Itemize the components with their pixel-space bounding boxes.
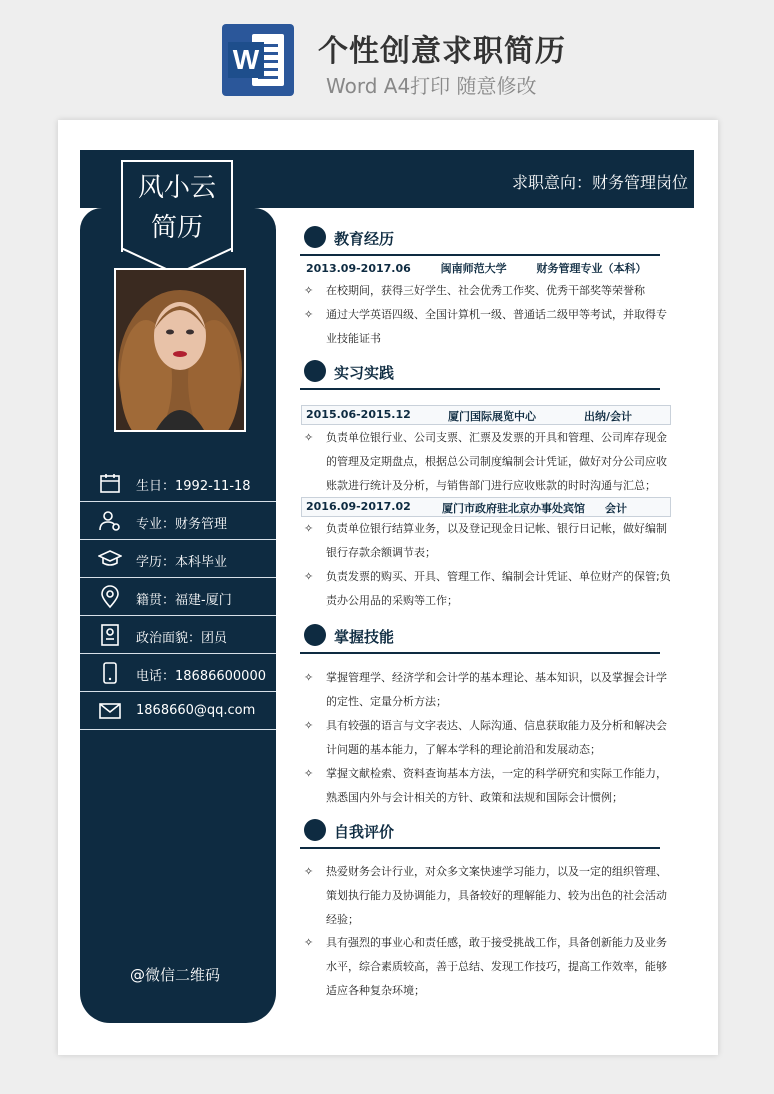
graduation-cap-icon [98,547,122,571]
profile-photo [114,268,246,432]
banner-subtitle: Word A4打印 随意修改 [326,74,537,98]
phone-icon [98,661,122,685]
banner [0,0,774,115]
info-hometown: 籍贯：福建-厦门 [80,579,276,616]
resume-name: 风小云 [137,173,216,203]
section-education: 教育经历 [300,222,660,256]
education-icon [304,226,326,248]
job-objective: 求职意向：财务管理岗位 [511,173,688,192]
section-skills: 掌握技能 [300,620,660,654]
list-item: ✧ 掌握文献检索、资料查询基本方法，一定的科学研究和实际工作能力，熟悉国内外与会计相关的方针、政策和法规和国际会计惯例； [304,767,667,804]
calendar-icon [98,471,122,495]
banner-title: 个性创意求职简历 [318,34,566,69]
mail-icon [98,699,122,723]
people-icon [304,360,326,382]
location-pin-icon [98,585,122,609]
leaf-icon [304,819,326,841]
info-email: 1868660@qq.com [80,693,276,730]
list-item: ✧ 具有较强的语言与文字表达、人际沟通、信息获取能力及分析和解决会计问题的基本能力，了解本学科的理论前沿和发展动态； [304,719,667,756]
word-icon: W [222,24,294,96]
section-self-evaluation: 自我评价 [300,815,660,849]
list-item: ✧ 热爱财务会计行业，对众多文案快速学习能力，以及一定的组织管理、策划执行能力及协调能力，具备较好的理解能力、较为出色的社会活动经验； [304,865,667,926]
education-entry: 2013.09-2017.06 闽南师范大学 财务管理专业（本科） [306,262,647,275]
list-item: ✧ 在校期间，获得三好学生、社会优秀工作奖、优秀干部奖等荣誉称 [304,284,645,297]
list-item: ✧ 具有强烈的事业心和责任感，敢于接受挑战工作，具备创新能力及业务水平，综合素质较高，善于总结、发现工作技巧，提高工作效率，能够适应各种复杂环境； [304,936,667,997]
list-item: ✧ 掌握管理学、经济学和会计学的基本理论、基本知识，以及掌握会计学的定性、定量分析方法； [304,671,667,708]
list-item: ✧ 负责发票的购买、开具、管理工作、编制会计凭证、单位财产的保管;负责办公用品的采购等工作； [304,570,671,607]
info-phone: 电话：18686600000 [80,655,276,692]
info-education: 学历：本科毕业 [80,541,276,578]
wechat-qr-label: @微信二维码 [130,966,221,984]
info-political: 政治面貌：团员 [80,617,276,654]
user-gear-icon [98,509,122,533]
id-badge-icon [98,623,122,647]
info-birthday: 生日：1992-11-18 [80,465,276,502]
job-header: 2016.09-2017.02 厦门市政府驻北京办事处宾馆 会计 [301,497,671,517]
job-header: 2015.06-2015.12 厦门国际展览中心 出纳/会计 [301,405,671,425]
list-item: ✧ 通过大学英语四级、全国计算机一级、普通话二级甲等考试，并取得专业技能证书 [304,308,667,345]
section-practice: 实习实践 [300,356,660,390]
info-major: 专业：财务管理 [80,503,276,540]
list-item: ✧ 负责单位银行结算业务，以及登记现金日记帐、银行日记帐，做好编制银行存款余额调节表； [304,522,667,559]
trophy-icon [304,624,326,646]
resume-subtitle: 简历 [150,213,203,243]
list-item: ✧ 负责单位银行业、公司支票、汇票及发票的开具和管理、公司库存现金的管理及定期盘点，根据总公司制度编制会计凭证，做好对分公司应收账款进行统计及分析，与销售部门进行应收账款的时时沟通与汇总； [304,431,667,492]
